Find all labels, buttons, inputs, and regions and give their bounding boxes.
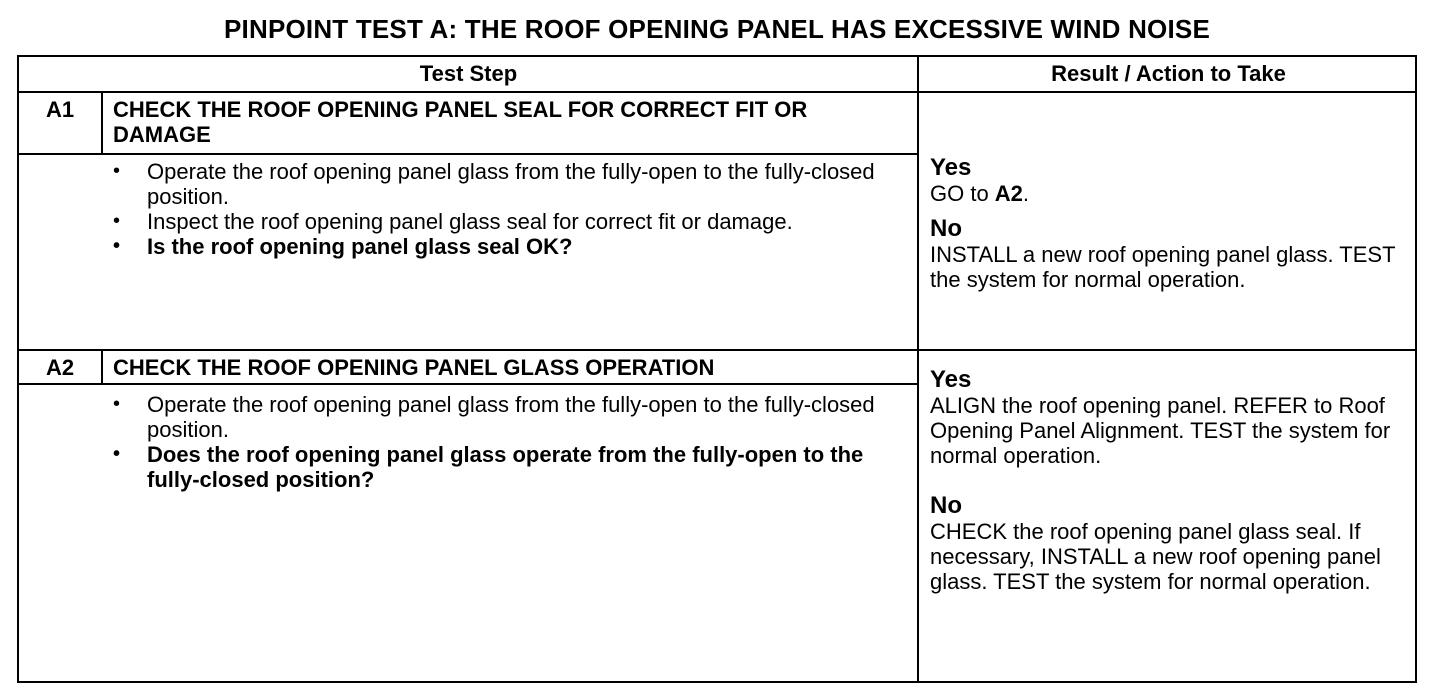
bullet-item: • Operate the roof opening panel glass from the fully-open to the fully-closed position. [113,392,903,442]
step-title-a1: CHECK THE ROOF OPENING PANEL SEAL FOR CORRECT FIT OR DAMAGE [113,97,808,147]
result-yes-text [930,181,1415,206]
result-no-text: INSTALL a new roof opening panel glass. TEST the system for normal operation. [930,242,1396,292]
bullet-question: • Is the roof opening panel glass seal OK? [113,234,903,259]
pinpoint-test-table [17,55,1417,683]
result-yes-label: Yes [930,154,972,181]
step-title-a2: CHECK THE ROOF OPENING PANEL GLASS OPERATION [113,355,715,380]
step-bullets-a2 [113,392,903,492]
a1-id-divider [101,91,103,153]
yes-text-prefix: GO to [930,181,995,206]
yes-text-suffix: . [1022,181,1030,206]
yes-text-step-ref: A2 [994,181,1023,206]
bullet-question: • Does the roof opening panel glass operate from the fully-open to the fully-closed position? [113,442,903,492]
result-a1 [930,155,1415,292]
result-yes-label: Yes [930,366,972,393]
step-divider [19,349,1415,351]
a2-title-divider [19,383,917,385]
step-bullets-a1 [113,159,903,259]
bullet-item: • Operate the roof opening panel glass from the fully-open to the fully-closed position. [113,159,903,209]
step-id-a1: A1 [45,97,75,122]
result-no-label: No [930,492,962,519]
result-a2 [930,367,1415,594]
result-yes-text: ALIGN the roof opening panel. REFER to Roof Opening Panel Alignment. TEST the system for normal operation. [930,393,1391,468]
result-no-label: No [930,215,962,242]
header-result-action: Result / Action to Take [1051,61,1286,86]
header-test-step: Test Step [419,61,518,86]
a1-title-divider [19,153,917,155]
bullet-item: • Inspect the roof opening panel glass seal for correct fit or damage. [113,209,903,234]
a2-id-divider [101,349,103,383]
header-divider [19,91,1415,93]
column-divider [917,57,919,681]
step-id-a2: A2 [45,355,75,380]
page-title: PINPOINT TEST A: THE ROOF OPENING PANEL HAS EXCESSIVE WIND NOISE [224,14,1210,44]
result-no-text: CHECK the roof opening panel glass seal. If necessary, INSTALL a new roof opening panel glass. TEST the system for normal operation. [930,519,1381,594]
